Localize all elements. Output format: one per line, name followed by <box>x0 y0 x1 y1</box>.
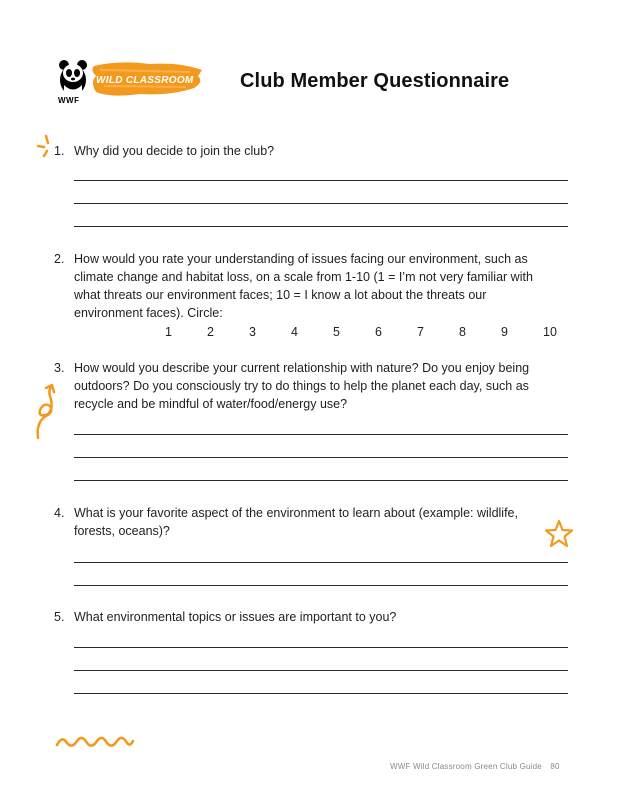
scale-option-2[interactable]: 2 <box>207 325 214 339</box>
rating-scale <box>0 325 624 343</box>
answer-line[interactable] <box>74 226 568 227</box>
question-text: How would you describe your current relationship with nature? Do you enjoy being outdoors? Do you consciously try to do things to help the planet each day, such as recycle and be mindful of water/food/energy use? <box>74 361 530 411</box>
scale-option-4[interactable]: 4 <box>291 325 298 339</box>
question-number: 3. <box>54 361 65 375</box>
answer-line[interactable] <box>74 693 568 694</box>
question-text: Why did you decide to join the club? <box>74 144 275 158</box>
scale-option-10[interactable]: 10 <box>543 325 557 339</box>
scale-option-6[interactable]: 6 <box>375 325 382 339</box>
page-number: 80 <box>550 762 560 771</box>
answer-line[interactable] <box>74 434 568 435</box>
question-number: 2. <box>54 252 65 266</box>
scale-option-7[interactable]: 7 <box>417 325 424 339</box>
question-number: 5. <box>54 610 65 624</box>
page-footer <box>390 762 560 771</box>
wwf-wild-classroom-logo <box>58 58 208 106</box>
answer-line[interactable] <box>74 457 568 458</box>
scale-option-9[interactable]: 9 <box>501 325 508 339</box>
answer-line[interactable] <box>74 180 568 181</box>
answer-line[interactable] <box>74 203 568 204</box>
scale-option-8[interactable]: 8 <box>459 325 466 339</box>
scale-option-3[interactable]: 3 <box>249 325 256 339</box>
scale-option-1[interactable]: 1 <box>165 325 172 339</box>
answer-line[interactable] <box>74 647 568 648</box>
page-title: Club Member Questionnaire <box>240 70 510 92</box>
answer-line[interactable] <box>74 670 568 671</box>
answer-line[interactable] <box>74 585 568 586</box>
answer-line[interactable] <box>74 480 568 481</box>
footer-guide-title: WWF Wild Classroom Green Club Guide <box>390 762 542 771</box>
wwf-wordmark: WWF <box>58 96 80 105</box>
scale-option-5[interactable]: 5 <box>333 325 340 339</box>
answer-line[interactable] <box>74 562 568 563</box>
question-text: How would you rate your understanding of issues facing our environment, such as climate change and habitat loss, on a scale from 1-10 (1 = I’m not very familiar with what threats our environment faces; 10 = I know a lot about the threats our environment faces). Circle: <box>74 252 533 320</box>
squiggle-icon <box>54 733 136 749</box>
question-text: What is your favorite aspect of the environment to learn about (example: wildlife, forests, oceans)? <box>74 506 518 538</box>
wild-classroom-label: WILD CLASSROOM <box>96 75 194 86</box>
panda-logo-icon <box>58 58 88 98</box>
swirl-arrow-icon <box>32 382 60 440</box>
star-icon <box>544 519 574 549</box>
question-number: 1. <box>54 144 65 158</box>
question-text: What environmental topics or issues are important to you? <box>74 610 397 624</box>
question-number: 4. <box>54 506 65 520</box>
